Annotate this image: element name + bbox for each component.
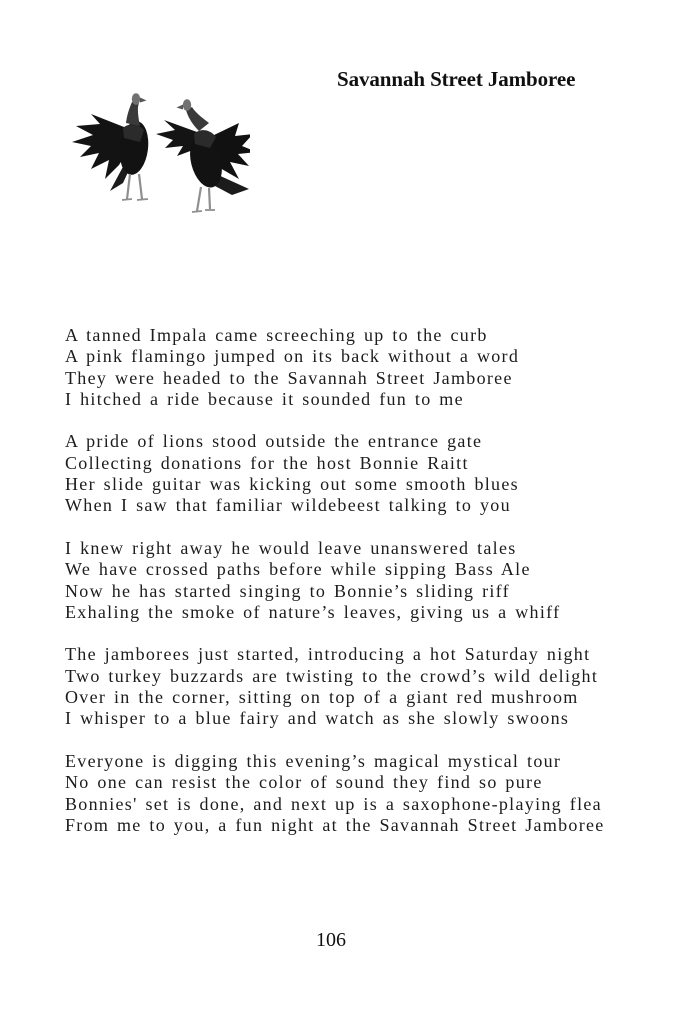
left-bird-silhouette [72, 93, 151, 200]
stanza-5 [65, 751, 605, 836]
poem-line: No one can resist the color of sound they find so pure [65, 772, 543, 793]
poem-line: We have crossed paths before while sipping Bass Ale [65, 559, 531, 580]
poem-line: Two turkey buzzards are twisting to the crowd’s wild delight [65, 665, 599, 686]
poem-line: A pink flamingo jumped on its back without a word [65, 346, 520, 367]
poem-line: Exhaling the smoke of nature’s leaves, giving us a whiff [65, 601, 561, 622]
poem-title: Savannah Street Jamboree [337, 67, 576, 91]
poem-line: A tanned Impala came screeching up to the curb [65, 325, 488, 345]
poem-line: Bonnies' set is done, and next up is a saxophone-playing flea [65, 793, 602, 814]
poem-line: Collecting donations for the host Bonnie Raitt [65, 452, 469, 473]
poem-line: Her slide guitar was kicking out some smooth blues [65, 474, 519, 495]
right-bird-silhouette [156, 99, 250, 212]
poem-line: A pride of lions stood outside the entrance gate [65, 431, 483, 452]
turkey-buzzards-svg [70, 90, 250, 216]
poem-line: They were headed to the Savannah Street Jamboree [65, 367, 513, 388]
page-number: 106 [316, 929, 346, 951]
stanza-4 [65, 644, 605, 729]
poem-line: Everyone is digging this evening’s magical mystical tour [65, 750, 562, 771]
poem-line: I whisper to a blue fairy and watch as she slowly swoons [65, 708, 570, 729]
poem-line: The jamborees just started, introducing a hot Saturday night [65, 644, 591, 665]
stanza-2 [65, 431, 605, 516]
stanza-3 [65, 538, 605, 623]
poem-line: From me to you, a fun night at the Savannah Street Jamboree [65, 814, 605, 835]
poem-line: Now he has started singing to Bonnie’s sliding riff [65, 580, 510, 601]
poem-body [65, 325, 605, 857]
poem-line: I hitched a ride because it sounded fun to me [65, 388, 464, 409]
poem-line: When I saw that familiar wildebeest talking to you [65, 495, 511, 516]
turkey-buzzards-image [70, 90, 250, 216]
poem-line: I knew right away he would leave unanswered tales [65, 537, 517, 558]
poem-line: Over in the corner, sitting on top of a giant red mushroom [65, 687, 579, 708]
stanza-1 [65, 325, 605, 410]
